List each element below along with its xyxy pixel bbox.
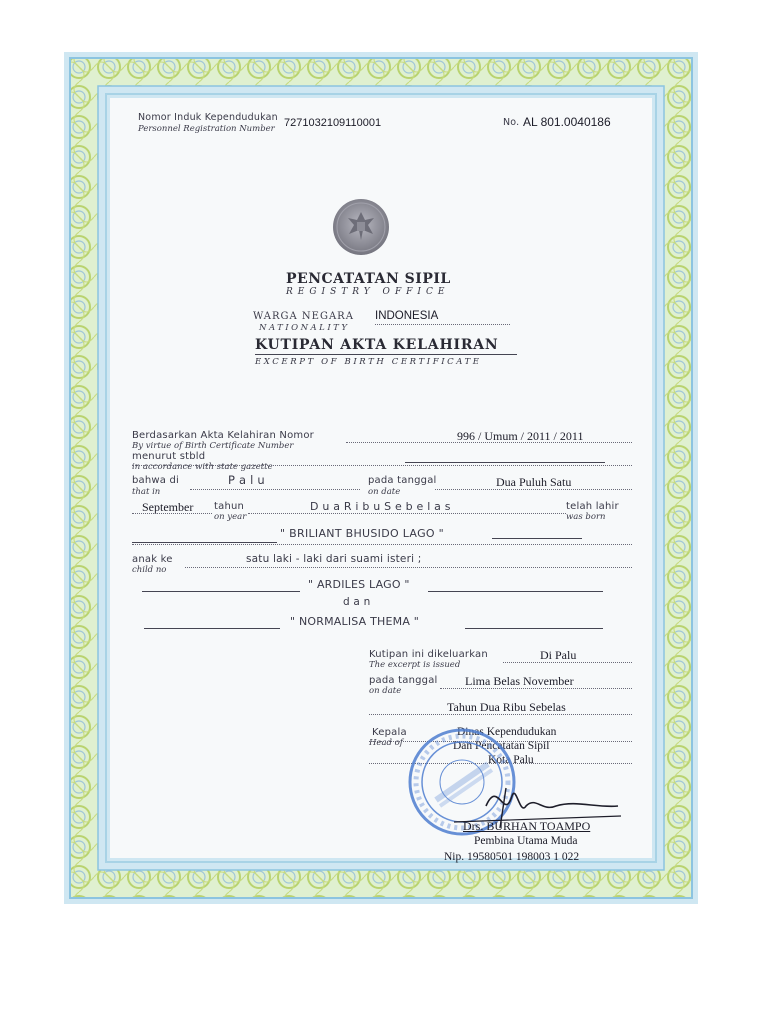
basis-label-en: By virtue of Birth Certificate Number [132, 441, 294, 451]
official-rank: Pembina Utama Muda [474, 835, 578, 847]
issued-label: Kutipan ini dikeluarkan [369, 649, 488, 660]
issued-date-label: pada tanggal [369, 675, 438, 686]
serial-value: AL 801.0040186 [523, 115, 611, 129]
office-title: PENCATATAN SIPIL [286, 271, 451, 287]
date-value: Dua Puluh Satu [496, 475, 572, 489]
issued-year-value: Tahun Dua Ribu Sebelas [447, 700, 566, 714]
garuda-emblem-icon [332, 198, 390, 256]
official-nip: Nip. 19580501 198003 1 022 [444, 851, 580, 863]
nationality-label-en: NATIONALITY [259, 323, 350, 333]
document-title: KUTIPAN AKTA KELAHIRAN [255, 337, 499, 353]
stbld-label: menurut stbld [132, 451, 206, 462]
nationality-value: INDONESIA [375, 310, 439, 322]
child-no-label-en: child no [132, 565, 167, 575]
nik-label-en: Personnel Registration Number [138, 124, 275, 134]
child-no-label: anak ke [132, 554, 173, 565]
child-name: " BRILIANT BHUSIDO LAGO " [280, 527, 445, 540]
head-label-en: Head of [369, 738, 403, 748]
issued-date-value: Lima Belas November [465, 674, 574, 688]
basis-value: 996 / Umum / 2011 / 2011 [457, 429, 584, 443]
born-label: telah lahir [566, 501, 619, 512]
certificate-body [110, 98, 652, 863]
certificate-sheet [64, 52, 698, 904]
date-label: pada tanggal [368, 475, 437, 486]
serial-label: No. [503, 117, 520, 128]
place-label: bahwa di [132, 475, 180, 486]
basis-label: Berdasarkan Akta Kelahiran Nomor [132, 430, 314, 441]
office-line-1: Dinas Kependudukan [457, 726, 557, 738]
issued-place: Di Palu [540, 648, 577, 662]
and-text: d a n [343, 596, 371, 608]
place-value: P a l u [228, 473, 265, 487]
office-line-3: Kota Palu [488, 754, 534, 766]
month-value: September [142, 500, 194, 514]
nationality-label: WARGA NEGARA [253, 311, 354, 322]
father-name: " ARDILES LAGO " [308, 578, 410, 591]
year-label-en: on year [214, 512, 247, 522]
date-label-en: on date [368, 487, 401, 497]
document-title-en: EXCERPT OF BIRTH CERTIFICATE [255, 357, 482, 367]
office-title-en: REGISTRY OFFICE [286, 287, 450, 297]
mother-name: " NORMALISA THEMA " [290, 615, 419, 628]
head-label: Kepala [372, 727, 407, 738]
nik-label: Nomor Induk Kependudukan [138, 112, 278, 123]
official-name: Drs. BURHAN TOAMPO [463, 819, 591, 833]
born-label-en: was born [566, 512, 606, 522]
nik-value: 7271032109110001 [284, 117, 382, 129]
child-description: satu laki - laki dari suami isteri ; [246, 553, 422, 565]
stbld-label-en: in accordance with state gazette [132, 462, 273, 472]
place-label-en: that in [132, 487, 161, 497]
issued-date-label-en: on date [369, 686, 402, 696]
office-line-2: Dan Pencatatan Sipil [453, 740, 550, 752]
year-label: tahun [214, 501, 245, 512]
year-value: D u a R i b u S e b e l a s [310, 500, 451, 513]
issued-label-en: The excerpt is issued [369, 660, 461, 670]
